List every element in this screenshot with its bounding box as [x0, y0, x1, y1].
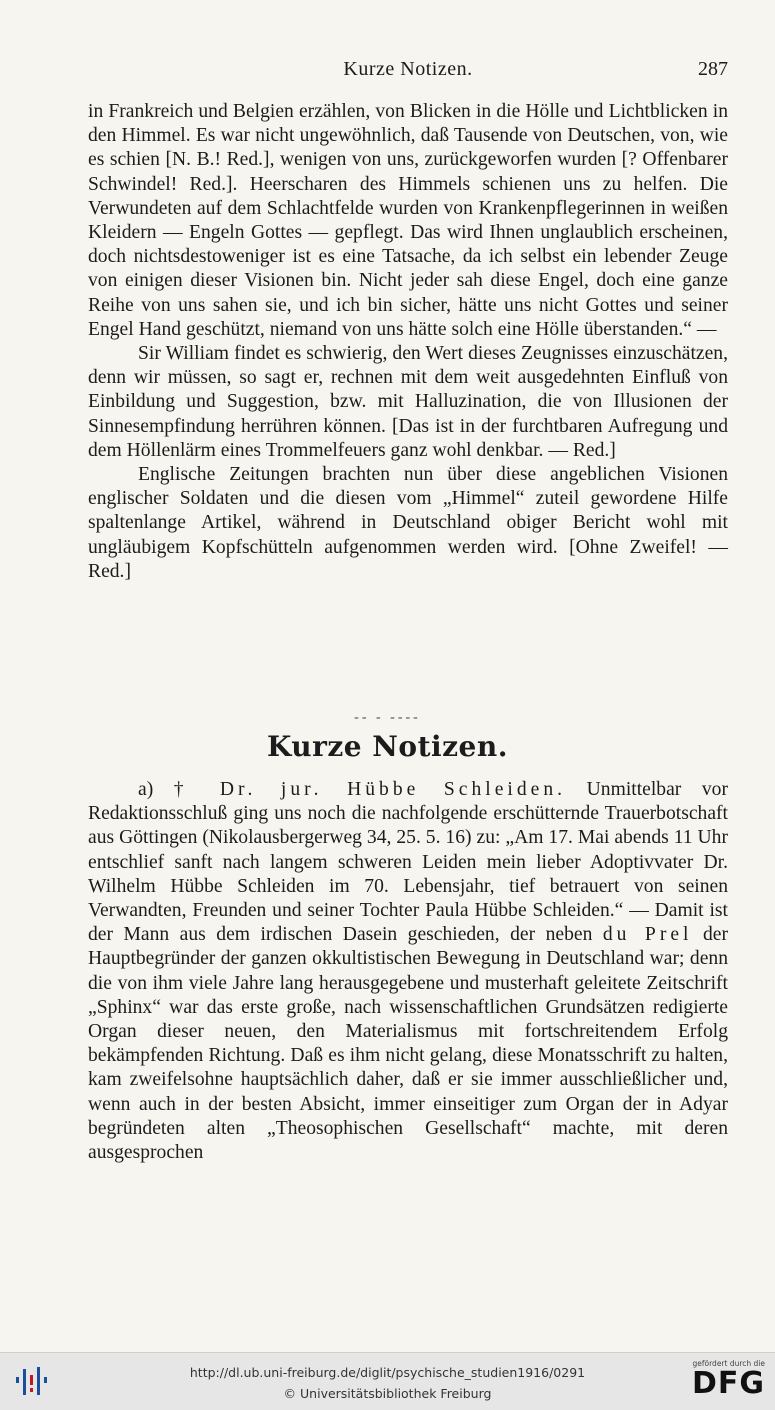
paragraph: in Frankreich und Belgien erzählen, von Blicken in die Hölle und Lichtblicken in den Himmel. Es war nicht ungewöhnlich, daß Tausende von Deutschen, von, wie es schien [N. B.! Red.], wenigen von uns, zurückgeworfen wurden [? Offenbarer Schwindel! Red.]. Heerscharen des Himmels schienen uns zu helfen. Die Verwundeten auf dem Schlachtfelde wurden von Krankenpflegerinnen in weißen Kleidern — Engeln Gottes — gepflegt. Das wird Ihnen unglaublich erscheinen, doch nichtsdestoweniger ist es eine Tatsache, da ich selbst ein lebender Zeuge von einigen dieser Visionen bin. Nicht jeder sah diese Engel, doch eine ganze Reihe von uns sahen sie, und ich bin sicher, hätte uns nicht Gottes und seiner Engel Hand geschützt, niemand von uns hätte solch eine Hölle überstanden.“ —	[88, 101, 728, 340]
section-separator: -- - ----	[354, 710, 421, 725]
paragraph: Sir William findet es schwierig, den Wert dieses Zeugnisses einzuschätzen, denn wir müssen, so sagt er, rechnen mit dem weit ausgedehnten Einfluß von Einbildung und Suggestion, bzw. mit Halluzination, die von Illusionen der Sinnesempfindung herrühren können. [Das ist in der furchtbaren Aufregung und dem Höllenlärm eines Trommelfeuers ganz wohl denkbar. — Red.]	[88, 343, 728, 461]
notice-text-2: der Hauptbegründer der ganzen okkultistischen Bewegung in Deutschland war; denn die von ihm viele Jahre lang herausgegebene und musterhaft geleitete Zeitschrift „Sphinx“ war das erste große, nach wissenschaftlichen Grundsätzen redigierte Organ dieser neuen, den Materialismus mit fortschreitendem Erfolg bekämpfenden Richtung. Daß es ihm nicht gelang, diese Monatsschrift zu halten, kam zweifelsohne hauptsächlich daher, daß er sie immer ausschließlicher und, wenn auch in der besten Absicht, immer einseitiger zum Organ der in Adyar begründeten alten „Theosophischen Gesellschaft“ machte, mit deren ausgesprochen	[88, 924, 728, 1164]
notice-name: Dr. jur. Hübbe Schleiden.	[219, 779, 567, 800]
source-url-link[interactable]: http://dl.ub.uni-freiburg.de/diglit/psychische_studien1916/0291	[189, 1365, 586, 1380]
paragraph: Englische Zeitungen brachten nun über diese angeblichen Visionen englischer Soldaten und die diesen vom „Himmel“ zuteil gewordene Hilfe spaltenlange Artikel, während in Deutschland obiger Bericht wohl mit ungläubigem Kopfschütteln aufgenommen werden wird. [Ohne Zweifel! — Red.]	[88, 464, 728, 582]
page-number: 287	[698, 58, 728, 80]
notice-label: a) †	[138, 779, 200, 800]
running-head-title: Kurze Notizen.	[343, 58, 473, 80]
viewer-footer	[0, 1352, 775, 1410]
dfg-funded-label: gefördert durch die	[692, 1359, 765, 1368]
dfg-logo[interactable]	[675, 1359, 765, 1405]
notice-paragraph	[88, 778, 728, 1165]
dfg-logo-text: DFG	[691, 1366, 765, 1401]
notice-text-1: Unmittelbar vor Redaktionsschluß ging uns noch die nachfolgende erschütternde Trauerbotschaft aus Göttingen (Nikolausbergerweg 34, 25. 5. 16) zu: „Am 17. Mai abends 11 Uhr entschlief sanft nach langem schweren Leiden mein lieber Adoptivvater Dr. Wilhelm Hübbe Schleiden im 70. Lebensjahr, tief betrauert von seinen Verwandten, Freunden und seiner Tochter Paula Hübbe Schleiden.“ — Damit ist der Mann aus dem irdischen Dasein geschieden, der neben	[88, 779, 729, 946]
notice-name-2: du Prel	[602, 924, 693, 946]
notice-body	[88, 778, 728, 1165]
copyright-text: © Universitätsbibliothek Freiburg	[283, 1386, 492, 1401]
section-heading: Kurze Notizen.	[267, 730, 508, 763]
running-head	[88, 58, 728, 86]
article-body	[88, 100, 728, 584]
